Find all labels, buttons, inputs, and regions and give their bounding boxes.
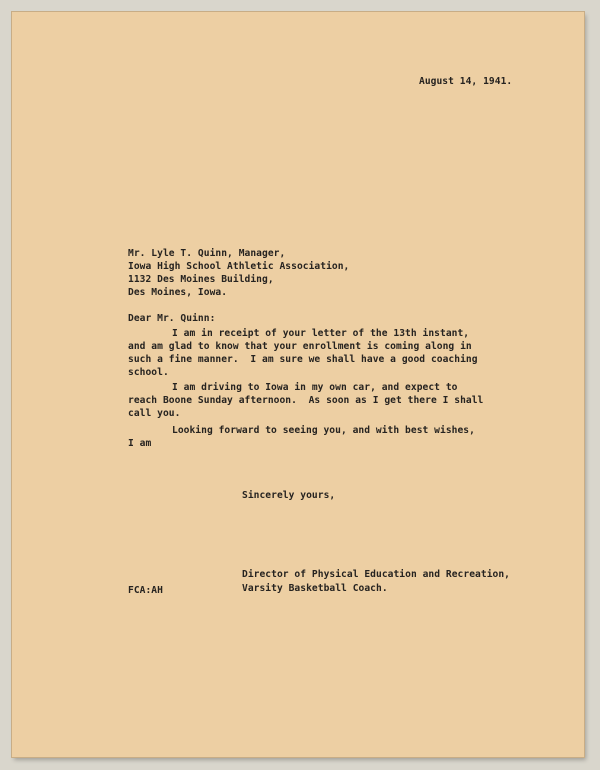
signature-title-1: Director of Physical Education and Recreation, <box>242 569 510 580</box>
para2-line-3: call you. <box>128 408 181 419</box>
para2-line-2: reach Boone Sunday afternoon. As soon as I get there I shall <box>128 395 484 406</box>
address-line-4: Des Moines, Iowa. <box>128 287 228 298</box>
typist-initials: FCA:AH <box>128 585 163 596</box>
para2-line-1: I am driving to Iowa in my own car, and expect to <box>172 382 458 393</box>
para1-line-4: school. <box>128 367 169 378</box>
closing: Sincerely yours, <box>242 490 336 501</box>
signature-title-2: Varsity Basketball Coach. <box>242 583 388 594</box>
para3-line-2: I am <box>128 438 152 449</box>
salutation: Dear Mr. Quinn: <box>128 313 216 324</box>
address-line-2: Iowa High School Athletic Association, <box>128 261 350 272</box>
para1-line-2: and am glad to know that your enrollment is coming along in <box>128 341 472 352</box>
address-line-3: 1132 Des Moines Building, <box>128 274 274 285</box>
letter-date: August 14, 1941. <box>419 76 513 87</box>
para1-line-1: I am in receipt of your letter of the 13th instant, <box>172 328 470 339</box>
para3-line-1: Looking forward to seeing you, and with best wishes, <box>172 425 475 436</box>
para1-line-3: such a fine manner. I am sure we shall have a good coaching <box>128 354 478 365</box>
address-line-1: Mr. Lyle T. Quinn, Manager, <box>128 248 286 259</box>
